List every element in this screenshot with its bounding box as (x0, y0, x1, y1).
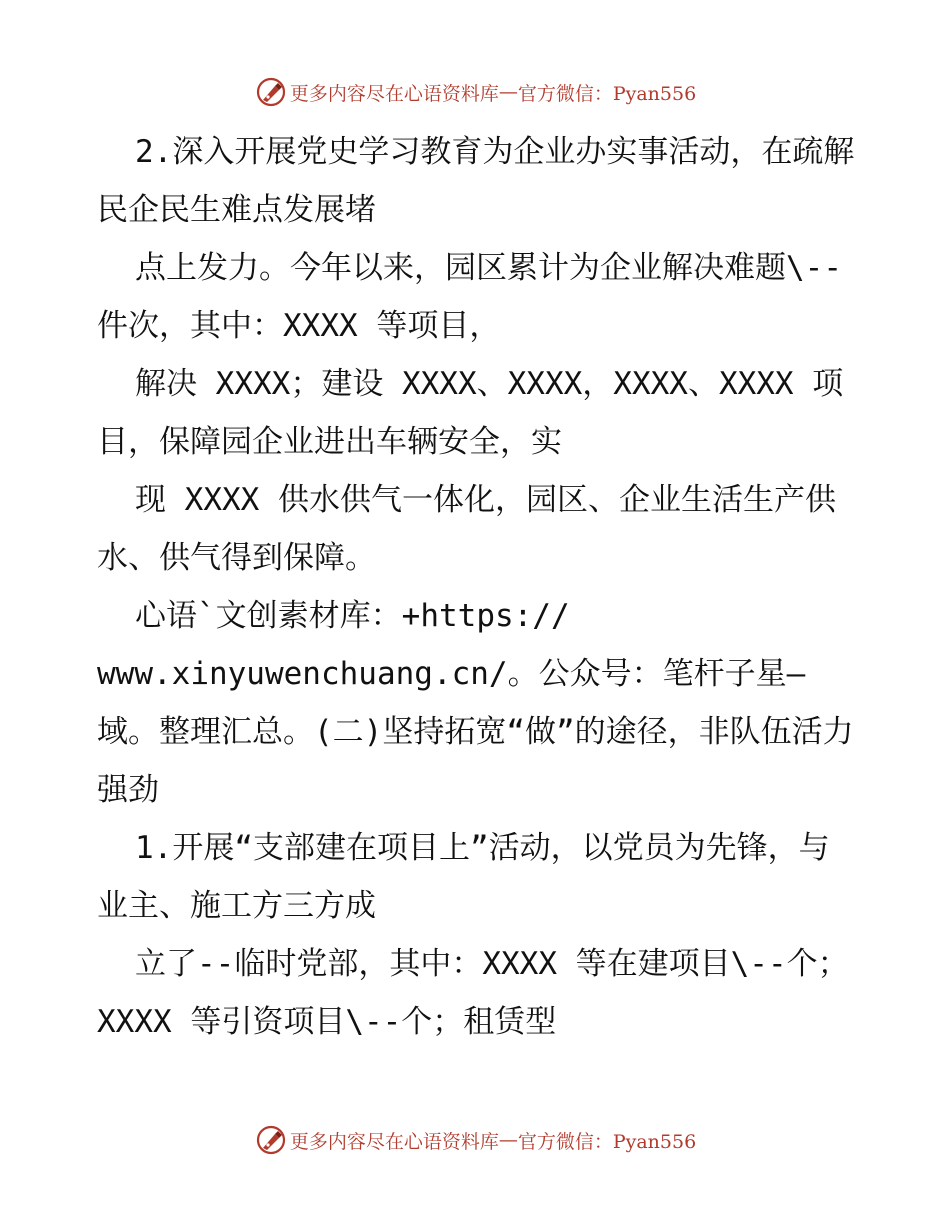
pen-nib-logo-icon (254, 75, 288, 109)
header-watermark-wechat: 官方微信：Pyan556 (517, 82, 697, 105)
header-watermark-separator: — (498, 81, 518, 103)
pen-nib-logo-icon (254, 1123, 288, 1157)
footer-watermark-separator: — (498, 1129, 518, 1151)
paragraph-8: 立了--临时党部，其中：XXXX 等在建项目\--个；XXXX 等引资项目\--个；租赁型 (97, 946, 849, 1040)
paragraph-1: 2.深入开展党史学习教育为企业办实事活动，在疏解民企民生难点发展堵 (97, 134, 855, 228)
footer-watermark-wechat: 官方微信：Pyan556 (517, 1130, 697, 1153)
footer-watermark (0, 1120, 950, 1160)
paragraph-4: 现 XXXX 供水供气一体化，园区、企业生活生产供水、供气得到保障。 (97, 482, 836, 576)
paragraph-7: 1.开展“支部建在项目上”活动，以党员为先锋，与业主、施工方三方成 (97, 830, 830, 924)
header-watermark (0, 72, 950, 112)
footer-watermark-text: 更多内容尽在心语资料库 (289, 1130, 499, 1153)
document-body (97, 123, 857, 1051)
paragraph-5: 心语`文创素材库：+https:// (135, 598, 570, 634)
paragraph-3: 解决 XXXX；建设 XXXX、XXXX，XXXX、XXXX 项目，保障园企业进出车辆安全，实 (97, 366, 844, 460)
paragraph-6: www.xinyuwenchuang.cn/。公众号：笔杆子星—域。整理汇总。(二)坚持拓宽“做”的途径，非队伍活力强劲 (97, 656, 854, 808)
header-watermark-text: 更多内容尽在心语资料库 (289, 82, 499, 105)
paragraph-2: 点上发力。今年以来，园区累计为企业解决难题\--件次，其中：XXXX 等项目， (97, 250, 842, 344)
